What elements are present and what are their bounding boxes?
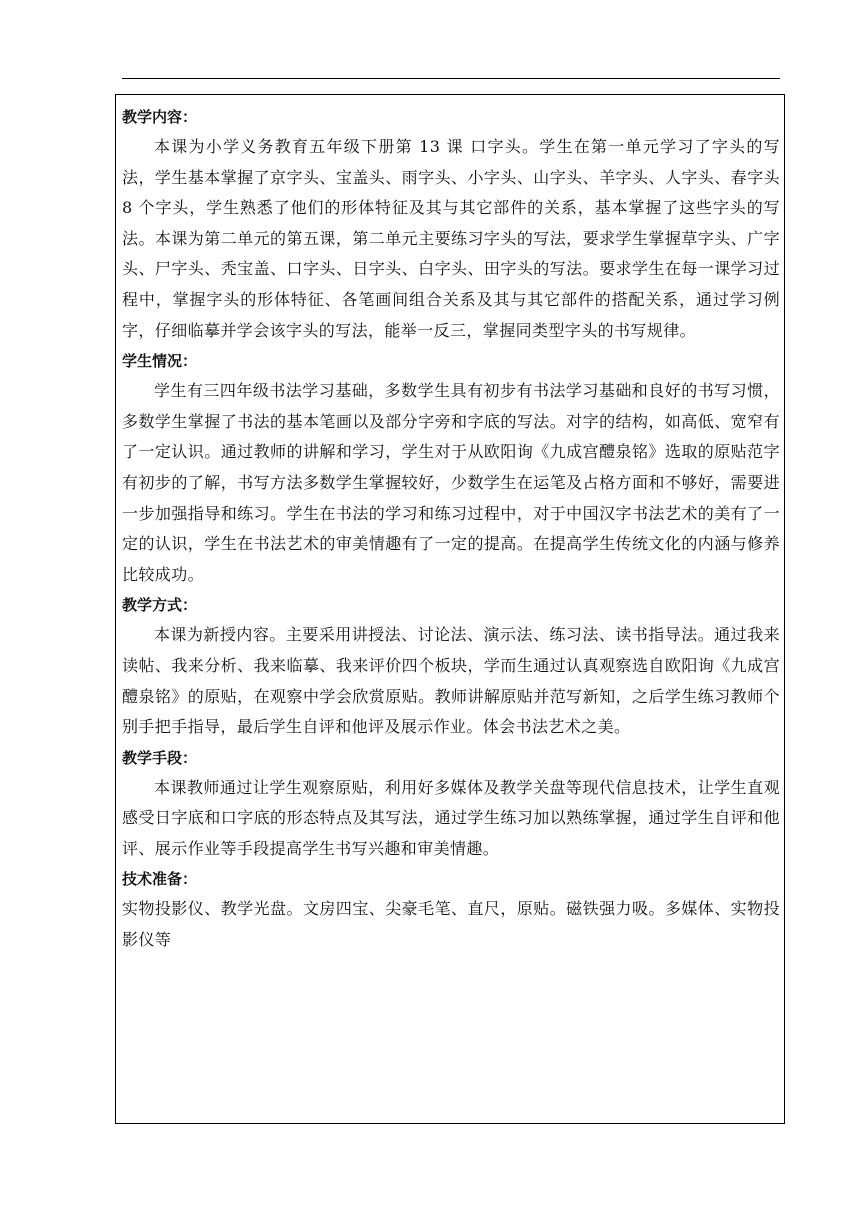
lesson-plan-table: [115, 94, 785, 1124]
section-heading-teaching-means: 教学手段：: [122, 748, 198, 767]
section-body-teaching-content: 本课为小学义务教育五年级下册第 13 课 口字头。学生在第一单元学习了字头的写法，学生基本掌握了京字头、宝盖头、雨字头、小字头、山字头、羊字头、人字头、春字头 8 个字头，学生熟悉了他们的形体特征及其与其它部件的关系，基本掌握了这些字头的写法。本课为第二单元的第五课，第二单元主要练习字头的写法，要求学生掌握草字头、广字头、尸字头、秃宝盖、口字头、日字头、白字头、田字头的写法。要求学生在每一课学习过程中，掌握字头的形体特征、各笔画间组合关系及其与其它部件的搭配关系，通过学习例字，仔细临摹并学会该字头的写法，能举一反三，掌握同类型字头的书写规律。: [122, 137, 780, 340]
section-heading-student-situation: 学生情况：: [122, 352, 198, 371]
section-heading-teaching-content: 教学内容：: [122, 108, 198, 126]
section-body-teaching-method: 本课为新授内容。主要采用讲授法、讨论法、演示法、练习法、读书指导法。通过我来读帖、我来分析、我来临摹、我来评价四个板块，学而生通过认真观察选自欧阳询《九成宫醴泉铭》的原贴，在观察中学会欣赏原贴。教师讲解原贴并范写新知，之后学生练习教师个别手把手指导，最后学生自评和他评及展示作业。体会书法艺术之美。: [122, 625, 780, 737]
section-heading-technical-preparation: 技术准备：: [122, 870, 198, 889]
section-body-student-situation: 学生有三四年级书法学习基础，多数学生具有初步有书法学习基础和良好的书写习惯，多数学生掌握了书法的基本笔画以及部分字旁和字底的写法。对字的结构，如高低、宽窄有了一定认识。通过教师的讲解和学习，学生对于从欧阳询《九成宫醴泉铭》选取的原贴范字有初步的了解，书写方法多数学生掌握较好，少数学生在运笔及占格方面和不够好，需要进一步加强指导和练习。学生在书法的学习和练习过程中，对于中国汉字书法艺术的美有了一定的认识，学生在书法艺术的审美情趣有了一定的提高。在提高学生传统文化的内涵与修养比较成功。: [122, 381, 780, 584]
section-heading-teaching-method: 教学方式：: [122, 596, 198, 615]
lesson-plan-content: [122, 102, 780, 956]
section-body-technical-preparation: 实物投影仪、教学光盘。文房四宝、尖豪毛笔、直尺，原贴。磁铁强力吸。多媒体、实物投影仪等: [122, 899, 780, 950]
header-rule: [122, 78, 780, 79]
section-body-teaching-means: 本课教师通过让学生观察原贴，利用好多媒体及教学关盘等现代信息技术，让学生直观感受日字底和口字底的形态特点及其写法，通过学生练习加以熟练掌握，通过学生自评和他评、展示作业等手段提高学生书写兴趣和审美情趣。: [122, 777, 780, 858]
